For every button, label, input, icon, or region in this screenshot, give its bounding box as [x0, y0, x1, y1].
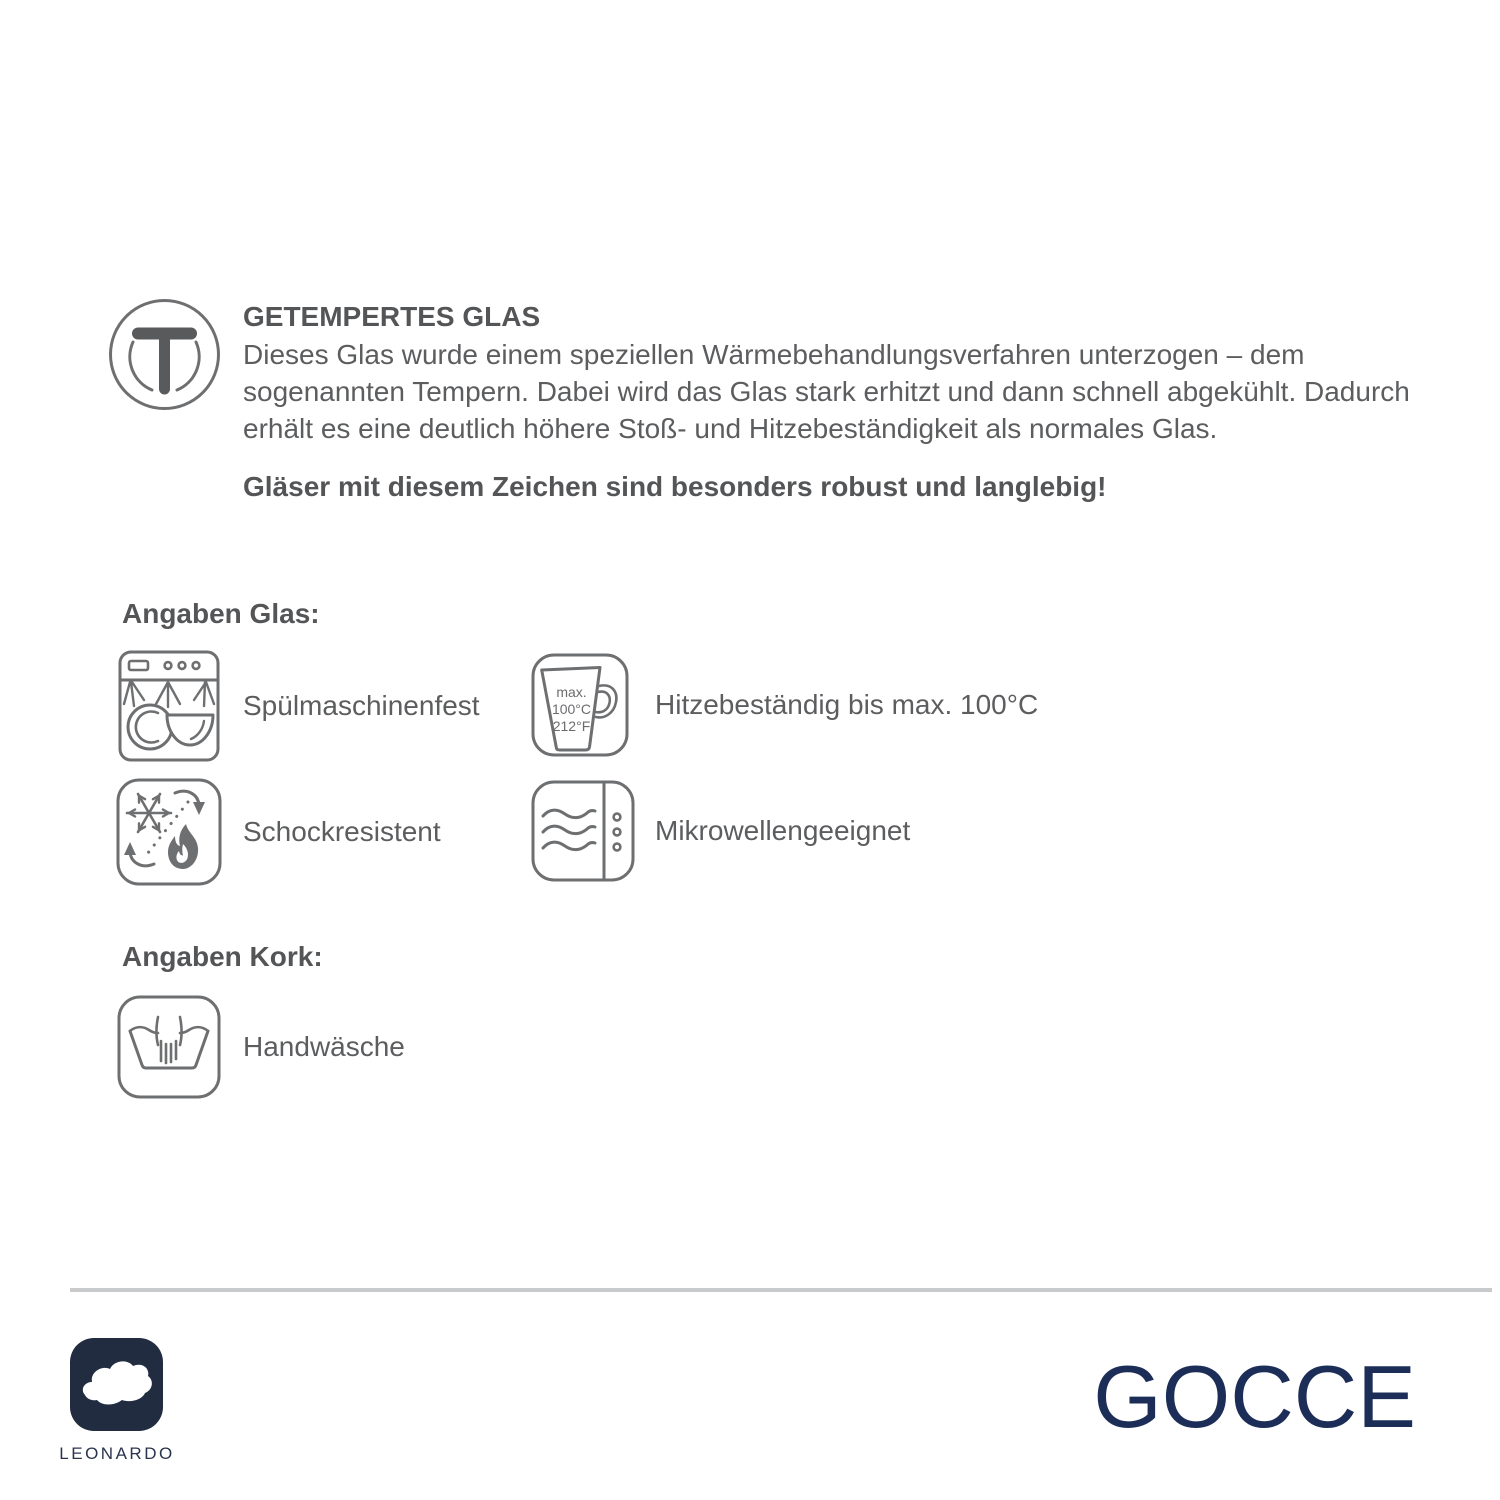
- tempered-glass-title: GETEMPERTES GLAS: [243, 301, 541, 332]
- shock-resistant-icon: [116, 778, 222, 886]
- product-name: GOCCE: [1093, 1347, 1416, 1446]
- feature-label-shock: Schockresistent: [243, 816, 441, 847]
- microwave-safe-icon: [531, 780, 635, 882]
- tempered-glass-emphasis: Gläser mit diesem Zeichen sind besonders robust und langlebig!: [243, 471, 1107, 502]
- tempered-glass-description: [243, 336, 1410, 447]
- dishwasher-safe-icon: [118, 650, 220, 762]
- tempered-glass-icon: [107, 297, 222, 412]
- glass-section-heading: Angaben Glas:: [122, 598, 320, 629]
- feature-label-handwash: Handwäsche: [243, 1031, 405, 1062]
- heat-icon-text-max: max.: [556, 684, 587, 700]
- brand-name: LEONARDO: [59, 1444, 175, 1463]
- heat-icon-text-fahrenheit: 212°F: [552, 718, 591, 734]
- heat-icon-text-celsius: 100°C: [551, 701, 592, 717]
- handwash-icon: [117, 995, 221, 1099]
- leonardo-logo: [70, 1338, 163, 1431]
- feature-label-heat: Hitzebeständig bis max. 100°C: [655, 689, 1039, 720]
- feature-label-microwave: Mikrowellengeeignet: [655, 815, 911, 846]
- heat-resistant-icon: [530, 650, 630, 760]
- description-line-3: erhält es eine deutlich höhere Stoß- und Hitzebeständigkeit als normales Glas.: [243, 413, 1218, 444]
- footer-divider: [70, 1288, 1492, 1292]
- feature-label-dishwasher: Spülmaschinenfest: [243, 690, 480, 721]
- description-line-2: sogenannten Tempern. Dabei wird das Glas stark erhitzt und dann schnell abgekühlt. Dadurch: [243, 376, 1410, 407]
- cork-section-heading: Angaben Kork:: [122, 941, 323, 972]
- description-line-1: Dieses Glas wurde einem speziellen Wärmebehandlungsverfahren unterzogen – dem: [243, 339, 1305, 370]
